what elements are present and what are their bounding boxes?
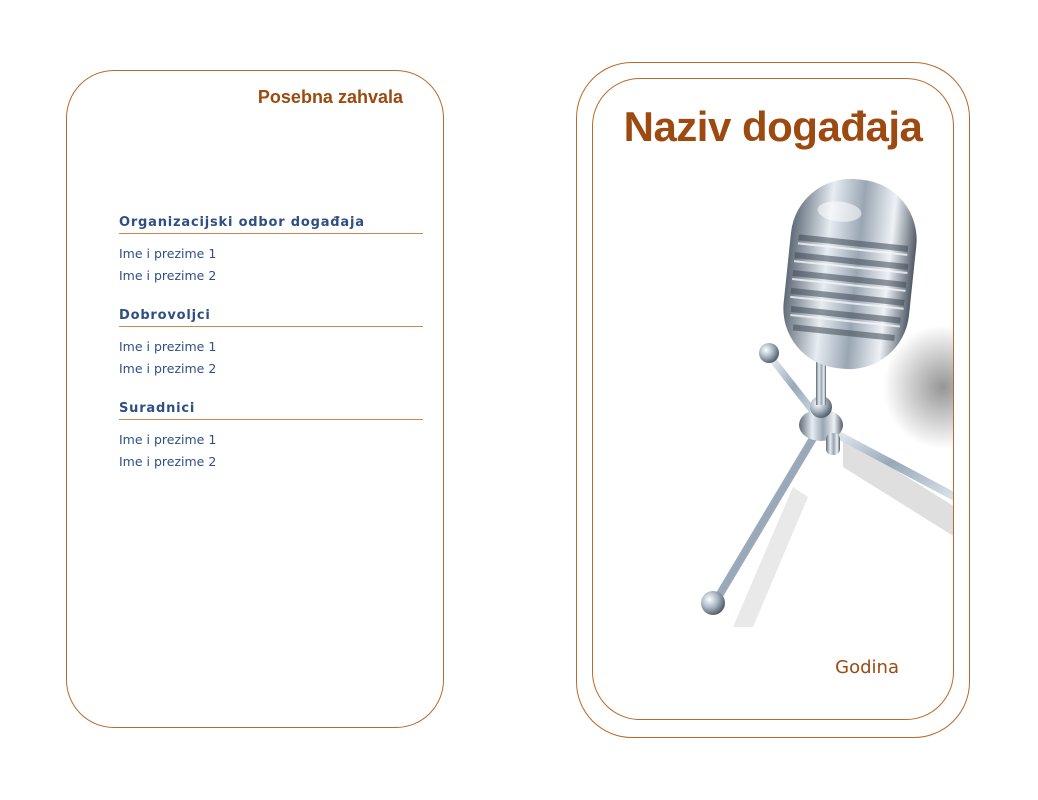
member-name: Ime i prezime 2 xyxy=(119,268,217,283)
section-heading: Dobrovoljci xyxy=(119,308,423,327)
member-name: Ime i prezime 1 xyxy=(119,246,217,261)
cover-panel xyxy=(592,78,954,720)
event-title: Naziv događaja xyxy=(623,103,923,150)
event-year: Godina xyxy=(835,657,899,678)
section-heading: Organizacijski odbor događaja xyxy=(119,215,423,234)
member-name: Ime i prezime 2 xyxy=(119,454,217,469)
volunteers-section xyxy=(119,308,423,380)
acknowledgements-panel xyxy=(66,70,444,728)
member-name: Ime i prezime 1 xyxy=(119,339,217,354)
collaborators-section xyxy=(119,401,423,473)
member-name: Ime i prezime 2 xyxy=(119,361,217,376)
section-heading: Suradnici xyxy=(119,401,423,420)
microphone-icon xyxy=(593,167,954,647)
special-thanks-title: Posebna zahvala xyxy=(257,87,403,107)
member-name: Ime i prezime 1 xyxy=(119,432,217,447)
organizing-committee-section xyxy=(119,215,423,287)
